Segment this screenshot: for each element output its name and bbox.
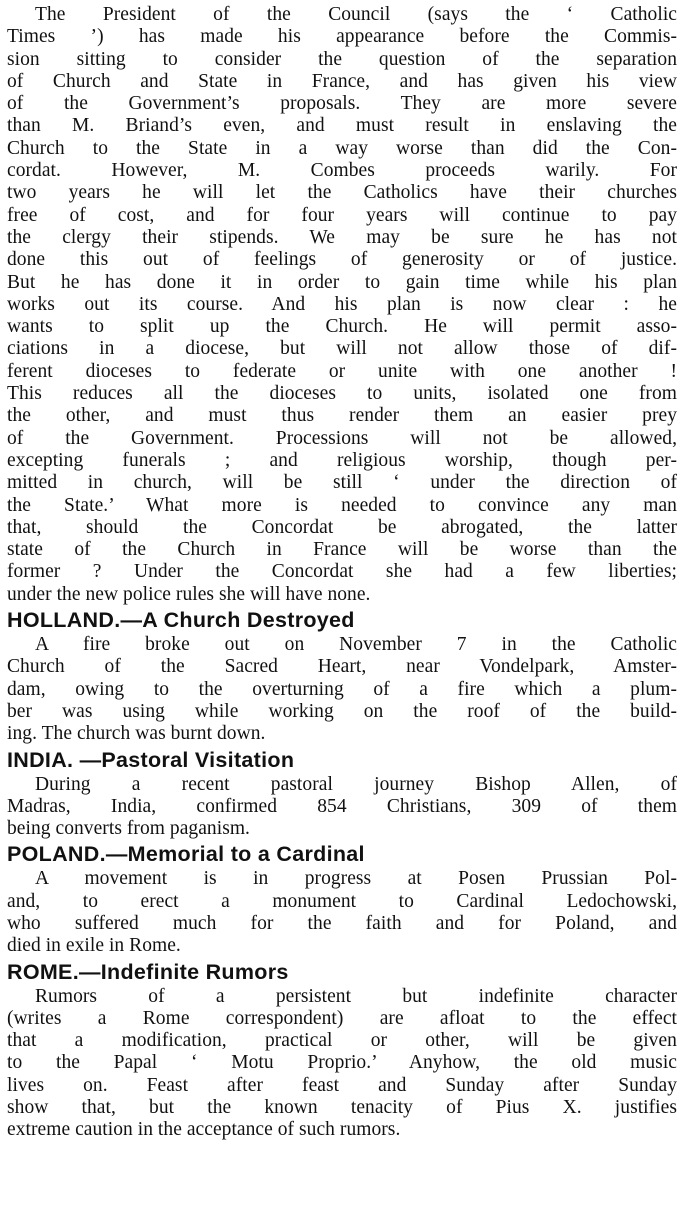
text-line: During a recent pastoral journey Bishop Allen, of — [35, 773, 677, 795]
text-line: Madras, India, confirmed 854 Christians, 309 of them — [7, 795, 677, 817]
text-line: excepting funerals ; and religious worship, though per- — [7, 449, 677, 471]
text-line: lives on. Feast after feast and Sunday after Sunday — [7, 1074, 677, 1096]
article-column — [7, 4, 677, 1142]
section-body — [7, 634, 677, 745]
text-line: wants to split up the Church. He will permit asso- — [7, 316, 677, 338]
text-line: ing. The church was burnt down. — [7, 723, 266, 745]
text-line: extreme caution in the acceptance of such rumors. — [7, 1119, 401, 1141]
text-line: Church of the Sacred Heart, near Vondelpark, Amster- — [7, 656, 677, 678]
text-line: of Church and State in France, and has given his view — [7, 70, 677, 92]
text-line: ferent dioceses to federate or unite with one another ! — [7, 360, 677, 382]
text-line: done this out of feelings of generosity or of justice. — [7, 249, 677, 271]
text-line: dam, owing to the overturning of a fire which a plum- — [7, 678, 677, 700]
text-line: The President of the Council (says the ‘ Catholic — [35, 4, 677, 25]
section-rome — [7, 958, 677, 1142]
text-line: who suffered much for the faith and for Poland, and — [7, 912, 677, 934]
text-line: the State.’ What more is needed to convince any man — [7, 494, 677, 516]
text-line: of the Government. Processions will not be allowed, — [7, 427, 677, 449]
text-line: Church to the State in a way worse than did the Con- — [7, 137, 677, 159]
text-line: being converts from paganism. — [7, 818, 250, 840]
text-line: Times ’) has made his appearance before the Commis- — [7, 26, 677, 48]
text-line: A movement is in progress at Posen Prussian Pol- — [35, 868, 677, 890]
text-line: two years he will let the Catholics have their churches — [7, 182, 677, 204]
text-line: under the new police rules she will have none. — [7, 583, 371, 605]
text-line: that a modification, practical or other, will be given — [7, 1030, 677, 1052]
text-line: Rumors of a persistent but indefinite character — [35, 985, 677, 1007]
section-body — [7, 774, 677, 841]
section-body — [7, 986, 677, 1142]
section-heading: HOLLAND.—A Church Destroyed — [7, 608, 355, 633]
text-line: free of cost, and for four years will continue to pay — [7, 204, 677, 226]
text-line: works out its course. And his plan is now clear : he — [7, 293, 677, 315]
text-line: to the Papal ‘ Motu Proprio.’ Anyhow, the old music — [7, 1052, 677, 1074]
section-india — [7, 746, 677, 841]
text-line: the clergy their stipends. We may be sure he has not — [7, 226, 677, 248]
text-line: But he has done it in order to gain time while his plan — [7, 271, 677, 293]
section-heading: POLAND.—Memorial to a Cardinal — [7, 842, 365, 867]
text-line: (writes a Rome correspondent) are afloat to the effect — [7, 1007, 677, 1029]
text-line: that, should the Concordat be abrogated, the latter — [7, 516, 677, 538]
text-line: than M. Briand’s even, and must result in enslaving the — [7, 115, 677, 137]
text-line: the other, and must thus render them an easier prey — [7, 405, 677, 427]
section-poland — [7, 840, 677, 957]
text-line: ber was using while working on the roof of the build- — [7, 700, 677, 722]
text-line: This reduces all the dioceses to units, isolated one from — [7, 383, 677, 405]
text-line: A fire broke out on November 7 in the Catholic — [35, 634, 677, 656]
text-line: cordat. However, M. Combes proceeds warily. For — [7, 160, 677, 182]
section-heading: ROME.—Indefinite Rumors — [7, 959, 289, 984]
text-line: mitted in church, will be still ‘ under the direction of — [7, 472, 677, 494]
text-line: died in exile in Rome. — [7, 935, 181, 957]
intro-paragraph — [7, 4, 677, 606]
text-line: ciations in a diocese, but will not allow those of dif- — [7, 338, 677, 360]
section-body — [7, 868, 677, 957]
text-line: and, to erect a monument to Cardinal Ledochowski, — [7, 890, 677, 912]
section-holland — [7, 606, 677, 745]
section-heading: INDIA. —Pastoral Visitation — [7, 747, 295, 772]
text-line: state of the Church in France will be worse than the — [7, 539, 677, 561]
text-line: show that, but the known tenacity of Pius X. justifies — [7, 1097, 677, 1119]
text-line: sion sitting to consider the question of the separation — [7, 48, 677, 70]
text-line: of the Government’s proposals. They are more severe — [7, 93, 677, 115]
text-line: former ? Under the Concordat she had a few liberties; — [7, 561, 677, 583]
